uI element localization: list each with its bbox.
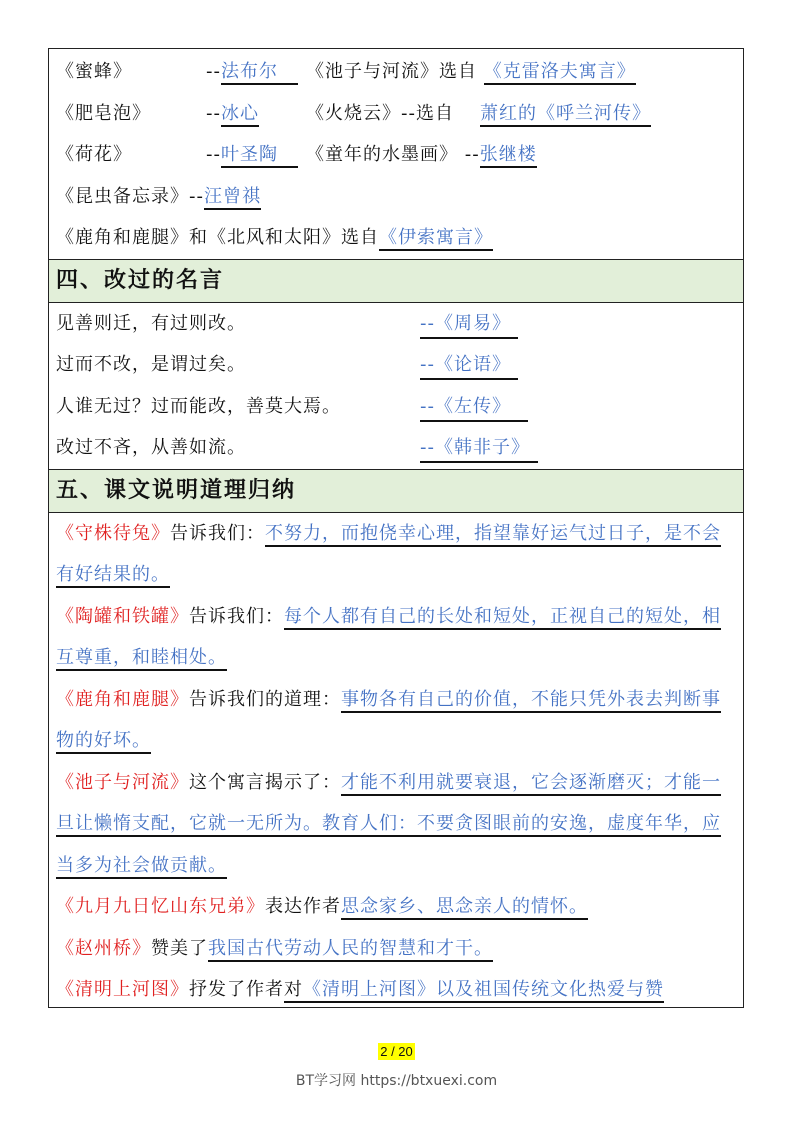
author-answer: 冰心 [221,103,259,127]
author-answer: 汪曾祺 [204,186,261,210]
lesson-answer: 不努力，而抱侥幸心理，指望靠好运气过日子，是不会有好结果的。 [56,523,721,589]
lesson-answer: 我国古代劳动人民的智慧和才干。 [208,938,493,962]
lesson-item: 《鹿角和鹿腿》告诉我们的道理：事物各有自己的价值，不能只凭外表去判断事物的好坏。 [56,679,736,762]
lesson-item: 《九月九日忆山东兄弟》表达作者思念家乡、思念亲人的情怀。 [56,886,736,928]
text-title: 《童年的水墨画》 [306,144,458,165]
quote-source: --《左传》 [420,395,528,422]
lesson-title: 《九月九日忆山东兄弟》 [56,896,265,917]
lesson-title: 《池子与河流》 [56,771,189,793]
text-title: 《鹿角和鹿腿》 [56,227,189,248]
quote-text: 人谁无过？过而能改，善莫大焉。 [56,395,341,417]
quote-text: 改过不吝，从善如流。 [56,437,246,458]
lesson-answer: 思念家乡、思念亲人的情怀。 [341,896,588,920]
author-row: 《荷花》 --叶圣陶 《童年的水墨画》 --张继楼 [56,134,736,176]
quote-row [56,427,736,469]
lesson-answer: 每个人都有自己的长处和短处，正视自己的短处，相互尊重，和睦相处。 [56,606,721,672]
source-answer: 萧红的《呼兰河传》 [480,103,651,127]
lesson-answer: 事物各有自己的价值，不能只凭外表去判断事物的好坏。 [56,689,721,755]
lesson-title: 《陶罐和铁罐》 [56,605,189,627]
authors-block [49,49,743,260]
lesson-item: 《清明上河图》抒发了作者对《清明上河图》以及祖国传统文化热爱与赞 [56,969,736,1011]
quote-source: --《论语》 [420,353,518,380]
quote-source: --《周易》 [420,312,518,339]
lesson-item: 《陶罐和铁罐》告诉我们：每个人都有自己的长处和短处，正视自己的短处，相互尊重，和睦相处。 [56,596,736,679]
author-row: 《蜜蜂》 --法布尔 《池子与河流》选自 《克雷洛夫寓言》 [56,51,736,93]
text-title: 《池子与河流》 [306,61,439,82]
text-title: 《火烧云》 [306,102,401,124]
section-heading-quotes: 四、改过的名言 [49,260,743,303]
lesson-title: 《守株待兔》 [56,522,170,544]
page-number: 2 / 20 [380,1044,413,1059]
lesson-title: 《清明上河图》 [56,979,189,1000]
section-heading-lessons: 五、课文说明道理归纳 [49,470,743,513]
lesson-item: 《守株待兔》告诉我们：不努力，而抱侥幸心理，指望靠好运气过日子，是不会有好结果的。 [56,513,736,596]
quote-row [56,344,736,386]
author-answer: 叶圣陶 [221,144,298,168]
author-row: 《肥皂泡》 --冰心 《火烧云》--选自 萧红的《呼兰河传》 [56,93,736,135]
quote-text: 过而不改，是谓过矣。 [56,354,246,375]
author-row: 《鹿角和鹿腿》和《北风和太阳》选自《伊索寓言》 [56,217,736,259]
document-frame [48,48,744,1008]
lesson-title: 《鹿角和鹿腿》 [56,688,189,710]
author-answer: 法布尔 [221,61,298,85]
source-answer: 《伊索寓言》 [379,227,493,251]
lesson-answer: 《清明上河图》以及祖国传统文化热爱与赞 [303,979,664,1000]
lessons-block [49,513,743,1011]
lesson-item: 《赵州桥》赞美了我国古代劳动人民的智慧和才干。 [56,928,736,970]
text-title: 《肥皂泡》 [56,102,151,124]
lesson-item: 《池子与河流》这个寓言揭示了：才能不利用就要衰退，它会逐渐磨灭；才能一旦让懒惰支配，它就一无所为。教育人们：不要贪图眼前的安逸，虚度年华，应当多为社会做贡献。 [56,762,736,887]
author-row: 《昆虫备忘录》--汪曾祺 [56,176,736,218]
quote-row [56,386,736,428]
text-title: 《北风和太阳》 [208,227,341,248]
site-watermark: BT学习网 https://btxuexi.com [295,1073,498,1089]
lesson-title: 《赵州桥》 [56,937,151,959]
quote-source: --《韩非子》 [420,436,538,463]
author-answer: 张继楼 [480,144,537,168]
quotes-block [49,303,743,470]
source-answer: 《克雷洛夫寓言》 [484,61,636,85]
text-title: 《昆虫备忘录》 [56,185,189,207]
text-title: 《荷花》 [56,144,132,165]
lesson-answer: 才能不利用就要衰退，它会逐渐磨灭；才能一旦让懒惰支配，它就一无所为。教育人们：不要贪图眼前的安逸，虚度年华，应当多为社会做贡献。 [56,772,721,879]
text-title: 《蜜蜂》 [56,61,132,82]
quote-text: 见善则迁，有过则改。 [56,312,246,334]
quote-row [56,303,736,345]
